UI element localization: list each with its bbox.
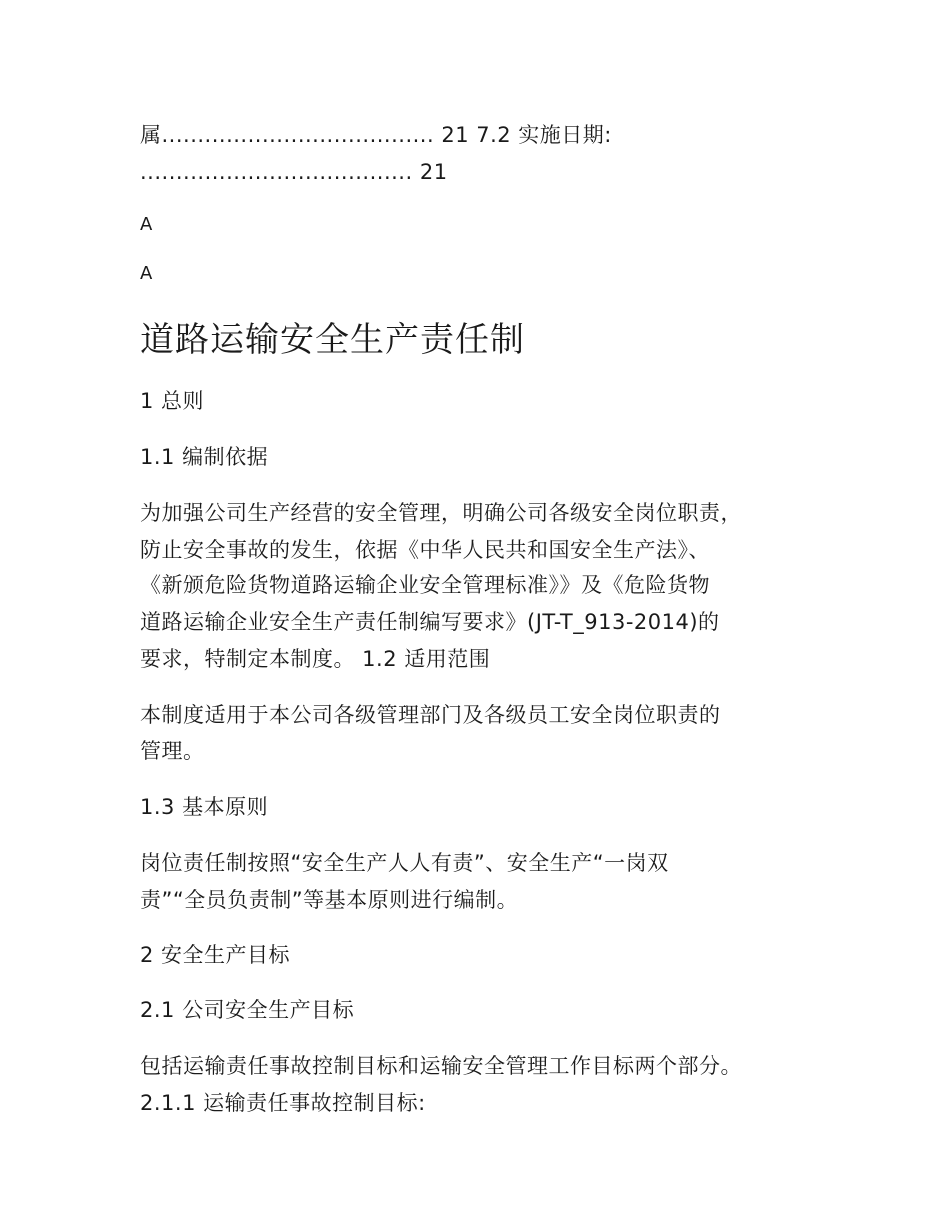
section-heading: 2.1 公司安全生产目标 [140,998,355,1022]
paragraph-line: 道路运输企业安全生产责任制编写要求》(JT-T_913-2014)的 [140,610,720,634]
paragraph-line: 要求，特制定本制度。 1.2 适用范围 [140,647,491,671]
paragraph-line: 《新颁危险货物道路运输企业安全管理标准》》及《危险货物 [140,573,710,597]
toc-line: ...................................... 21 [140,160,448,184]
paragraph-line: 防止安全事故的发生，依据《中华人民共和国安全生产法》、 [140,538,710,562]
paragraph-line: 为加强公司生产经营的安全管理，明确公司各级安全岗位职责， [140,501,742,525]
paragraph-line: 本制度适用于本公司各级管理部门及各级员工安全岗位职责的 [140,703,721,727]
paragraph-line: 2.1.1 运输责任事故控制目标: [140,1091,426,1115]
toc-line: 属...................................... 21 7.2 实施日期: [140,123,612,147]
document-title: 道路运输安全生产责任制 [140,320,525,360]
marker-text: A [140,214,153,235]
section-heading: 2 安全生产目标 [140,943,291,967]
paragraph-line: 岗位责任制按照“安全生产人人有责”、安全生产“一岗双 [140,851,669,875]
marker-text: A [140,263,153,284]
paragraph-line: 包括运输责任事故控制目标和运输安全管理工作目标两个部分。 [140,1054,742,1078]
section-heading: 1.1 编制依据 [140,445,269,469]
paragraph-line: 责”“全员负责制”等基本原则进行编制。 [140,888,519,912]
section-heading: 1.3 基本原则 [140,795,269,819]
paragraph-line: 管理。 [140,739,205,763]
section-heading: 1 总则 [140,389,205,413]
